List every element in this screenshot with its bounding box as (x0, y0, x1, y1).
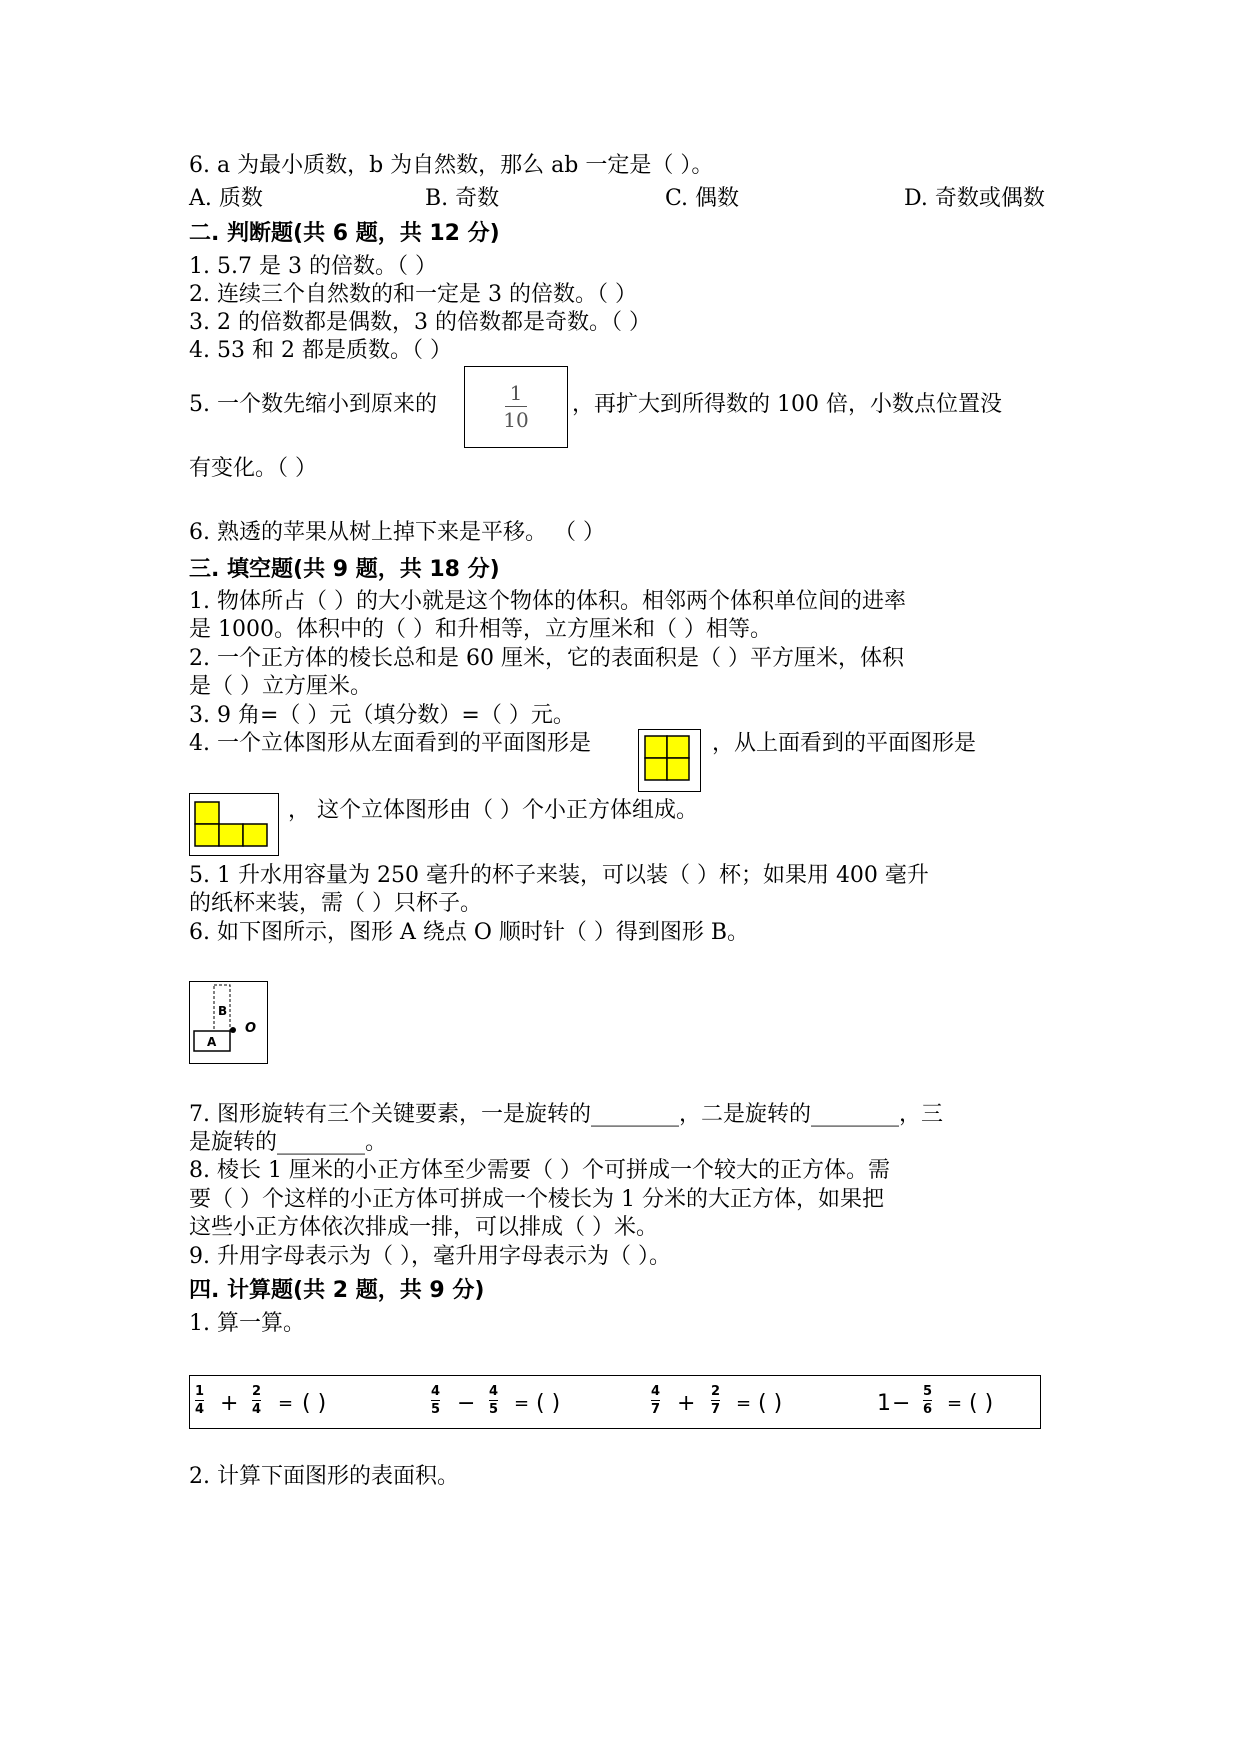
fill-question-9: 9. 升用字母表示为（ ），毫升用字母表示为（ ）。 (189, 1244, 671, 1269)
question-6-stem: 6. a 为最小质数，b 为自然数，那么 ab 一定是（ ）。 (189, 153, 714, 178)
fill-question-1-line1: 1. 物体所占（ ）的大小就是这个物体的体积。相邻两个体积单位间的进率 (189, 589, 906, 614)
calc-1-frac-a: 1 4 (195, 1384, 205, 1417)
fill-question-3: 3. 9 角=（ ）元（填分数）=（ ）元。 (189, 703, 575, 728)
calc-1-operator: + (220, 1391, 239, 1416)
fill-question-8-line2: 要（ ）个这样的小正方体可拼成一个棱长为 1 分米的大正方体，如果把 (189, 1187, 884, 1212)
fill-question-8-line3: 这些小正方体依次排成一排，可以排成（ ）米。 (189, 1215, 658, 1240)
fraction-bar (505, 406, 527, 407)
option-a[interactable]: A. 质数 (189, 186, 263, 211)
label-b: B (218, 1004, 228, 1018)
option-d[interactable]: D. 奇数或偶数 (904, 186, 1045, 211)
fill-question-5-line2: 的纸杯来装，需（ ）只杯子。 (189, 891, 482, 916)
calc-2-equals: = (514, 1393, 530, 1414)
calc-2-operator: − (457, 1391, 476, 1416)
fill-question-4-part1: 4. 一个立体图形从左面看到的平面图形是 (189, 731, 591, 756)
option-b[interactable]: B. 奇数 (425, 186, 500, 211)
section-4-title: 四. 计算题(共 2 题，共 9 分) (189, 1278, 485, 1303)
fill-question-2-line1: 2. 一个正方体的棱长总和是 60 厘米，它的表面积是（ ）平方厘米，体积 (189, 646, 904, 671)
calc-4-answer[interactable]: ( ) (969, 1391, 994, 1416)
calc-2-answer[interactable]: ( ) (536, 1391, 561, 1416)
fill-question-7-line2: 是旋转的________。 (189, 1130, 388, 1155)
judge-question-2: 2. 连续三个自然数的和一定是 3 的倍数。（ ） (189, 282, 637, 307)
fraction-denominator: 10 (503, 408, 529, 432)
fill-question-1-line2: 是 1000。体积中的（ ）和升相等，立方厘米和（ ）相等。 (189, 617, 772, 642)
fill-question-2-line2: 是（ ）立方厘米。 (189, 674, 372, 699)
top-view-figure (189, 793, 279, 856)
top-view-squares (190, 794, 278, 855)
fill-question-7-line1: 7. 图形旋转有三个关键要素，一是旋转的________，二是旋转的________，三 (189, 1102, 943, 1127)
judge-question-6: 6. 熟透的苹果从树上掉下来是平移。 （ ） (189, 520, 605, 545)
section-2-title: 二. 判断题(共 6 题，共 12 分) (189, 221, 500, 246)
calc-question-1: 1. 算一算。 (189, 1311, 305, 1336)
calc-1-answer[interactable]: ( ) (302, 1391, 327, 1416)
fill-question-4-part2: ，从上面看到的平面图形是 (712, 731, 977, 756)
fraction-numerator: 1 (509, 381, 523, 405)
calc-3-frac-b: 2 7 (711, 1384, 721, 1417)
judge-question-1: 1. 5.7 是 3 的倍数。（ ） (189, 254, 437, 279)
label-o: O (245, 1021, 257, 1036)
calc-4-whole: 1 (877, 1391, 891, 1416)
calc-3-answer[interactable]: ( ) (758, 1391, 783, 1416)
calc-2-frac-a: 4 5 (431, 1384, 441, 1417)
rotation-figure (189, 981, 268, 1064)
calc-3-operator: + (677, 1391, 696, 1416)
calc-question-2: 2. 计算下面图形的表面积。 (189, 1464, 459, 1489)
calc-1-equals: = (278, 1393, 294, 1414)
calc-2-frac-b: 4 5 (489, 1384, 499, 1417)
calc-1-frac-b: 2 4 (252, 1384, 262, 1417)
judge-question-4: 4. 53 和 2 都是质数。（ ） (189, 338, 452, 363)
fill-question-5-line1: 5. 1 升水用容量为 250 毫升的杯子来装，可以装（ ）杯；如果用 400 毫升 (189, 863, 929, 888)
left-view-figure (638, 729, 701, 792)
fill-question-8-line1: 8. 棱长 1 厘米的小正方体至少需要（ ）个可拼成一个较大的正方体。需 (189, 1158, 890, 1183)
judge-question-5-part1: 5. 一个数先缩小到原来的 (189, 392, 437, 417)
calc-3-equals: = (736, 1393, 752, 1414)
label-a: A (207, 1035, 217, 1049)
calc-4-equals: = (947, 1393, 963, 1414)
left-view-squares (639, 730, 700, 791)
option-c[interactable]: C. 偶数 (665, 186, 740, 211)
fill-question-4-part3: ， 这个立体图形由（ ）个小正方体组成。 (288, 798, 698, 823)
judge-question-5-part2: ，再扩大到所得数的 100 倍，小数点位置没 (572, 392, 1002, 417)
judge-question-5-part3: 有变化。（ ） (189, 456, 317, 481)
fraction-one-tenth-box (464, 366, 568, 448)
calculation-strip (189, 1375, 1041, 1429)
fill-question-6: 6. 如下图所示，图形 A 绕点 O 顺时针（ ）得到图形 B。 (189, 920, 750, 945)
calc-3-frac-a: 4 7 (651, 1384, 661, 1417)
calc-4-frac-b: 5 6 (923, 1384, 933, 1417)
section-3-title: 三. 填空题(共 9 题，共 18 分) (189, 557, 500, 582)
calc-4-operator: − (892, 1391, 911, 1416)
judge-question-3: 3. 2 的倍数都是偶数，3 的倍数都是奇数。（ ） (189, 310, 651, 335)
